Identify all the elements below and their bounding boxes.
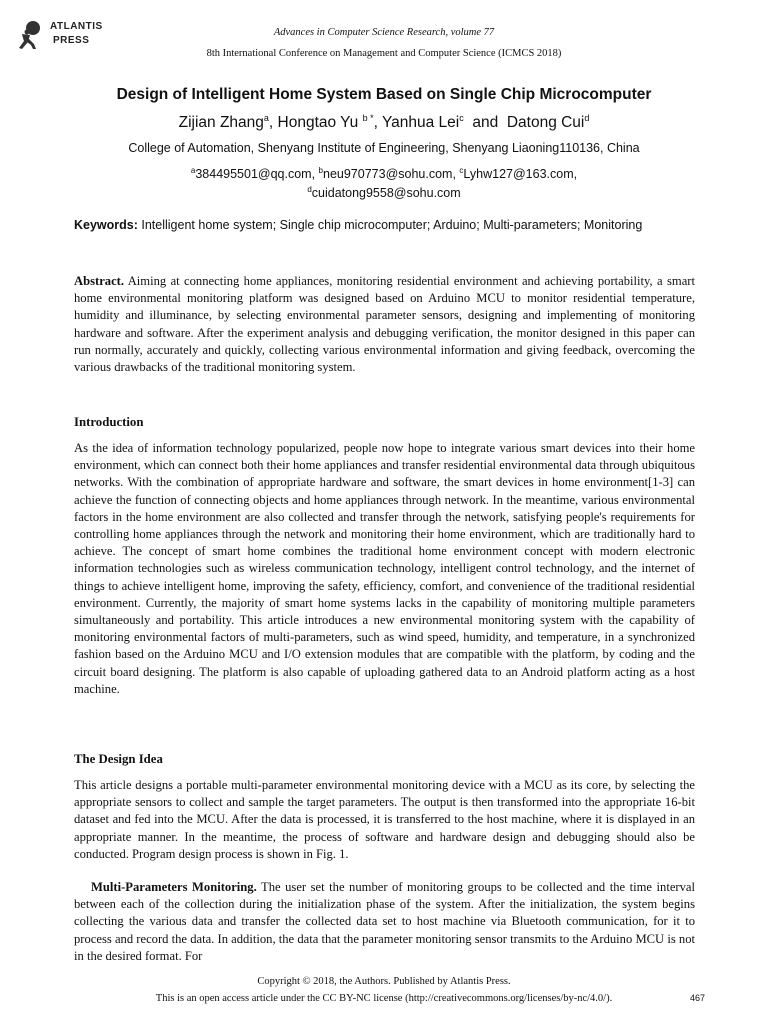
author-sup: c (459, 113, 464, 123)
author-name: Hongtao Yu (277, 114, 363, 132)
email-address: cuidatong9558@sohu.com (311, 186, 461, 201)
keywords-text: Intelligent home system; Single chip microcomputer; Arduino; Multi-parameters; Monitoring (137, 218, 643, 232)
author-name: Datong Cui (506, 114, 585, 132)
abstract-text: Aiming at connecting home appliances, monitoring residential environment and achieving portability, a smart home environmental monitoring platform was designed based on Arduino MCU to monitor residential temperature, humidity and illuminance, by selecting environmental parameter sensors, designing and implementing of monitoring hardware and software. After the experiment analysis and debugging verification, the monitor designed in this paper can run normally, accurately and quickly, collecting various environmental information and giving feedback, overcoming the various drawbacks of the traditional monitoring system. (74, 274, 695, 375)
publisher-name-line2: PRESS (53, 35, 90, 46)
volume-header: Advances in Computer Science Research, volume 77 (273, 27, 495, 38)
author-list (0, 113, 768, 132)
subsection-label: Multi-Parameters Monitoring. (91, 880, 257, 894)
license-notice: This is an open access article under the CC BY-NC license (http://creativecommons.org/licenses/by-nc/4.0/). (155, 993, 613, 1004)
email-sup: c (459, 166, 464, 175)
introduction-body: As the idea of information technology popularized, people now hope to integrate various smart devices into their home environment, which can connect both their home appliances and transfer residential environmental data through ubiquitous networks. With the combination of appropriate hardware and software, the smart devices in home environment[1-3] can achieve the function of connecting objects and home appliances through network. In the meantime, various environmental factors in the home environment are also collected and transfer through the network, satisfying people's requirements for controlling home appliances through the network and monitoring their home environment, which are traditionally hard to achieve. The concept of smart home combines the traditional home environment concept with modern electronic information technologies such as wireless communication technology, intelligent control technology, and the internet of things to achieve intelligent home, improving the safety, efficiency, comfort, and convenience of the traditional residential environment. Currently, the majority of smart home systems lacks in the capability of monitoring multiple parameters simultaneously and portability. This article introduces a new environmental monitoring system with the capability of monitoring environmental factors of multi-parameters, such as wind speed, humidity, and temperature, in a synchronized fashion based on the Arduino MCU and I/O extension modules that are compatible with the platform, by coding and the circuit board designing. The platform is also capable of uploading gathered data to an Android platform acting as a host machine. (74, 441, 695, 696)
section-heading-introduction: Introduction (74, 415, 144, 429)
author-separator: and (463, 114, 503, 132)
email-address: 384495501@qq.com, (195, 167, 319, 182)
email-sup: a (190, 166, 196, 175)
author-separator: , (373, 114, 382, 132)
author-name: Zijian Zhang (178, 114, 264, 132)
conference-header: 8th International Conference on Management and Computer Science (ICMCS 2018) (206, 48, 562, 59)
email-sup: d (307, 185, 312, 195)
paper-title: Design of Intelligent Home System Based on Single Chip Microcomputer (116, 86, 652, 103)
publisher-name: ATLANTIS (50, 21, 103, 32)
keywords-label: Keywords: (74, 218, 138, 232)
abstract (74, 273, 695, 376)
keywords (74, 217, 695, 234)
subsection-text: The user set the number of monitoring groups to be collected and the time interval between each of the collection during the initialization phase of the system. After the initialization, the system begins collecting the various data and transfer the collected data set to host machine via Bluetooth communication, for it to process and record the data. In addition, the data that the parameter monitoring sensor transmits to the Arduino MCU is not in the desired format. For (74, 880, 695, 963)
section-heading-design-idea: The Design Idea (74, 752, 163, 766)
author-emails (0, 163, 768, 201)
author-name: Yanhua Lei (381, 114, 460, 132)
email-sup: b (318, 166, 323, 175)
email-address: neu970773@sohu.com, (323, 167, 460, 182)
multi-parameters-paragraph (74, 879, 695, 965)
author-sup: b * (362, 113, 374, 123)
page-number: 467 (690, 993, 706, 1003)
author-separator: , (268, 114, 278, 132)
copyright-notice: Copyright © 2018, the Authors. Published by Atlantis Press. (257, 976, 511, 987)
email-address: Lyhw127@163.com, (463, 167, 578, 182)
author-sup: a (263, 113, 269, 123)
affiliation: College of Automation, Shenyang Institute of Engineering, Shenyang Liaoning110136, China (128, 141, 640, 155)
design-idea-body: This article designs a portable multi-parameter environmental monitoring device with a MCU as its core, by selecting the appropriate sensors to collect and sample the target parameters. The output is then transformed into the appropriate 16-bit dataset and fed into the MCU. After the data is processed, it is transferred to the host machine, where it is displayed in an appropriate manner. In the meantime, the process of software and hardware design and debugging should also be conducted. Program design process is shown in Fig. 1. (74, 778, 695, 861)
author-sup: d (584, 113, 590, 123)
abstract-label: Abstract. (74, 274, 125, 288)
